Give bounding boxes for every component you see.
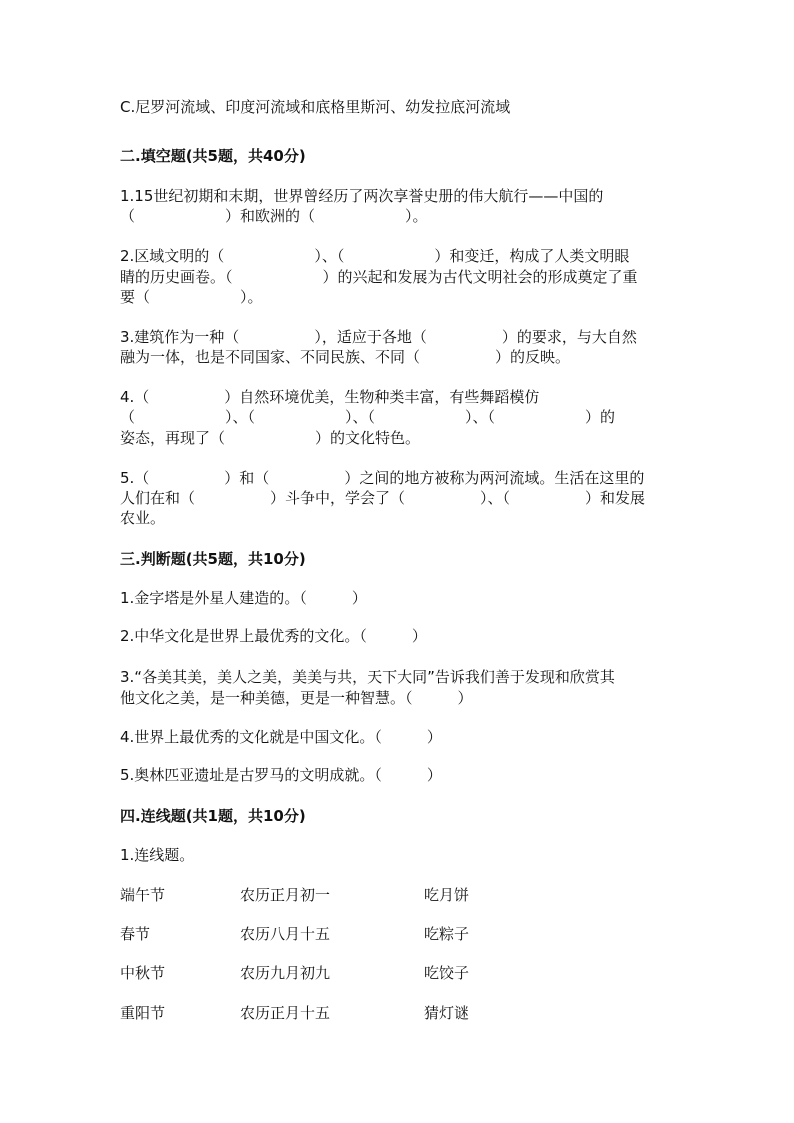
- festival-item: 端午节: [120, 886, 166, 904]
- date-item: 农历正月初一: [240, 886, 331, 904]
- option-c: C.尼罗河流域、印度河流域和底格里斯河、幼发拉底河流域: [120, 98, 511, 116]
- fill-q3-line1: 3.建筑作为一种（ ），适应于各地（ ）的要求，与大自然: [120, 328, 637, 346]
- fill-q4-line1: 4.（ ）自然环境优美，生物种类丰富，有些舞蹈模仿: [120, 388, 540, 406]
- fill-q1-line1: 1.15世纪初期和末期，世界曾经历了两次享誉史册的伟大航行——中国的: [120, 187, 604, 205]
- section-heading-matching: 四.连线题(共1题，共10分): [120, 807, 306, 825]
- judge-q3-line1: 3.“各美其美，美人之美，美美与共，天下大同”告诉我们善于发现和欣赏其: [120, 668, 615, 686]
- fill-q2-line1: 2.区域文明的（ ）、（ ）和变迁，构成了人类文明眼: [120, 247, 630, 265]
- judge-q4: 4.世界上最优秀的文化就是中国文化。（ ）: [120, 728, 442, 746]
- date-item: 农历正月十五: [240, 1004, 331, 1022]
- custom-item: 猜灯谜: [424, 1004, 470, 1022]
- date-item: 农历九月初九: [240, 964, 331, 982]
- judge-q5: 5.奥林匹亚遗址是古罗马的文明成就。（ ）: [120, 766, 442, 784]
- fill-q4-line3: 姿态，再现了（ ）的文化特色。: [120, 429, 421, 447]
- custom-item: 吃月饼: [424, 886, 470, 904]
- fill-q3-line2: 融为一体，也是不同国家、不同民族、不同（ ）的反映。: [120, 348, 571, 366]
- festival-item: 春节: [120, 925, 151, 943]
- fill-q5-line1: 5.（ ）和（ ）之间的地方被称为两河流域。生活在这里的: [120, 469, 645, 487]
- section-heading-fill-blank: 二.填空题(共5题，共40分): [120, 147, 306, 165]
- judge-q2: 2.中华文化是世界上最优秀的文化。（ ）: [120, 627, 427, 645]
- matching-prompt: 1.连线题。: [120, 846, 195, 864]
- custom-item: 吃饺子: [424, 964, 470, 982]
- festival-item: 中秋节: [120, 964, 166, 982]
- section-heading-true-false: 三.判断题(共5题，共10分): [120, 550, 306, 568]
- fill-q5-line2: 人们在和（ ）斗争中，学会了（ ）、（ ）和发展: [120, 489, 646, 507]
- fill-q2-line3: 要（ ）。: [120, 288, 263, 306]
- date-item: 农历八月十五: [240, 925, 331, 943]
- festival-item: 重阳节: [120, 1004, 166, 1022]
- fill-q4-line2: （ ）、（ ）、（ ）、（ ）的: [120, 408, 616, 426]
- custom-item: 吃粽子: [424, 925, 470, 943]
- fill-q2-line2: 睛的历史画卷。（ ）的兴起和发展为古代文明社会的形成奠定了重: [120, 268, 638, 286]
- judge-q3-line2: 他文化之美，是一种美德，更是一种智慧。（ ）: [120, 689, 473, 707]
- judge-q1: 1.金字塔是外星人建造的。（ ）: [120, 589, 367, 607]
- fill-q1-line2: （ ）和欧洲的（ ）。: [120, 207, 428, 225]
- fill-q5-line3: 农业。: [120, 509, 166, 527]
